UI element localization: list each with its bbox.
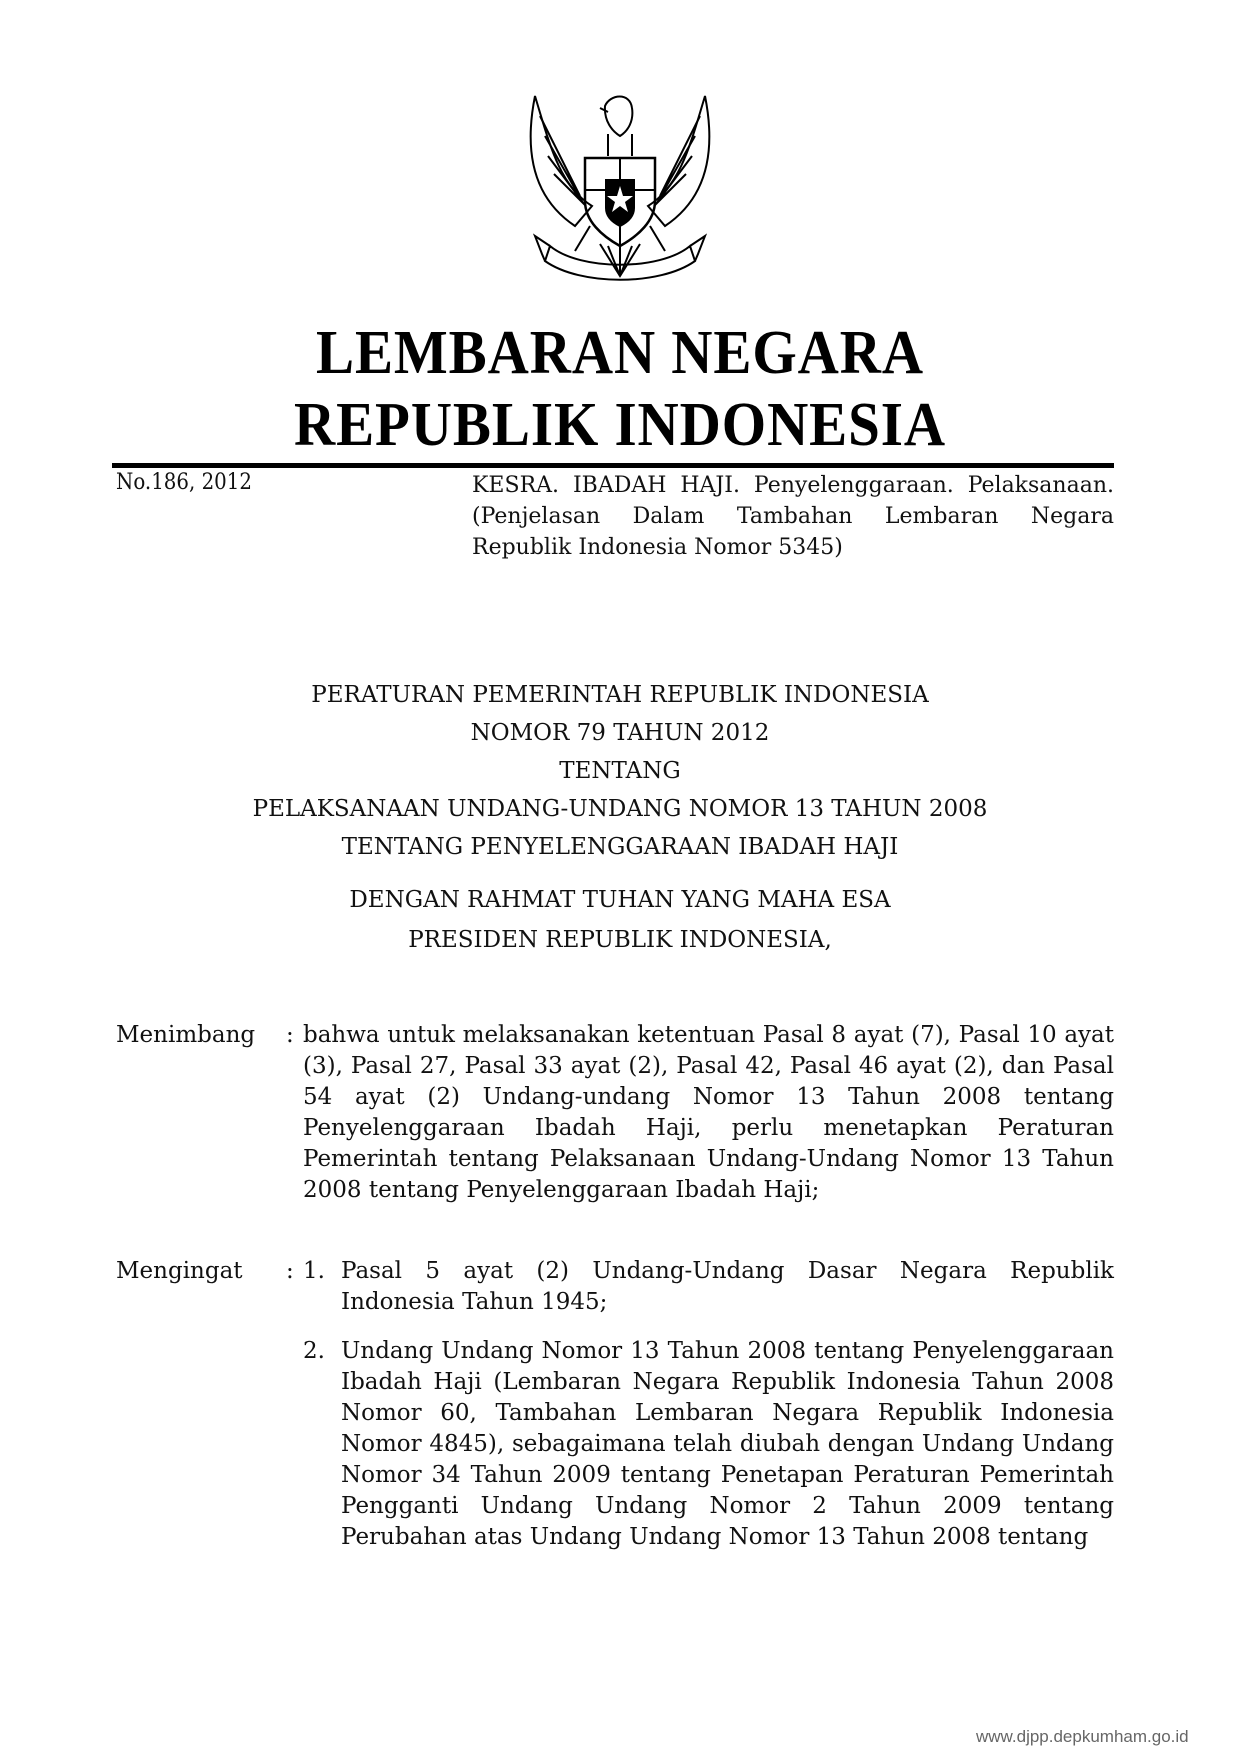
title-line: PELAKSANAAN UNDANG-UNDANG NOMOR 13 TAHUN 2008 [252,796,988,822]
issue-number: No.186, 2012 [116,470,252,495]
mengingat-colon: : [286,1258,294,1284]
title-line: NOMOR 79 TAHUN 2012 [470,720,770,746]
mengingat-label: Mengingat [116,1258,243,1284]
salutation-line: PRESIDEN REPUBLIK INDONESIA, [408,927,832,953]
mengingat-item-text: Pasal 5 ayat (2) Undang-Undang Dasar Negara Republik Indonesia Tahun 1945; [341,1258,1114,1315]
mengingat-item-number: 2. [303,1338,325,1364]
menimbang-text: bahwa untuk melaksanakan ketentuan Pasal 8 ayat (7), Pasal 10 ayat (3), Pasal 27, Pasal 33 ayat (2), Pasal 42, Pasal 46 ayat (2), dan Pasal 54 ayat (2) Undang-undang Nomor 13 Tahun 2008 tentang Penyelenggaraan Ibadah Haji, perlu menetapkan Peraturan Pemerintah tentang Pelaksanaan Undang-Undang Nomor 13 Tahun 2008 tentang Penyelenggaraan Ibadah Haji; [303,1022,1114,1203]
footer-url: www.djpp.depkumham.go.id [976,1727,1189,1746]
title-line: TENTANG [559,758,681,784]
header-rule [112,463,1114,468]
masthead-line2: REPUBLIK INDONESIA [293,391,947,459]
mengingat-item-number: 1. [303,1258,325,1284]
menimbang-label: Menimbang [116,1022,256,1048]
menimbang-colon: : [286,1022,294,1048]
garuda-pancasila-emblem-icon [520,86,720,296]
salutation-line: DENGAN RAHMAT TUHAN YANG MAHA ESA [349,887,891,913]
issue-description: KESRA. IBADAH HAJI. Penyelenggaraan. Pelaksanaan. (Penjelasan Dalam Tambahan Lembaran Negara Republik Indonesia Nomor 5345) [472,473,1114,560]
title-line: PERATURAN PEMERINTAH REPUBLIK INDONESIA [311,682,929,708]
regulation-title [0,676,1240,866]
mengingat-item-text: Undang Undang Nomor 13 Tahun 2008 tentang Penyelenggaraan Ibadah Haji (Lembaran Negara Republik Indonesia Tahun 2008 Nomor 60, Tambahan Lembaran Negara Republik Indonesia Nomor 4845), sebagaimana telah diubah dengan Undang Undang Nomor 34 Tahun 2009 tentang Penetapan Peraturan Pemerintah Pengganti Undang Undang Nomor 2 Tahun 2009 tentang Perubahan atas Undang Undang Nomor 13 Tahun 2008 tentang [341,1338,1114,1550]
title-line: TENTANG PENYELENGGARAAN IBADAH HAJI [341,834,899,860]
masthead-line1: LEMBARAN NEGARA [315,319,924,387]
salutation [0,880,1240,960]
